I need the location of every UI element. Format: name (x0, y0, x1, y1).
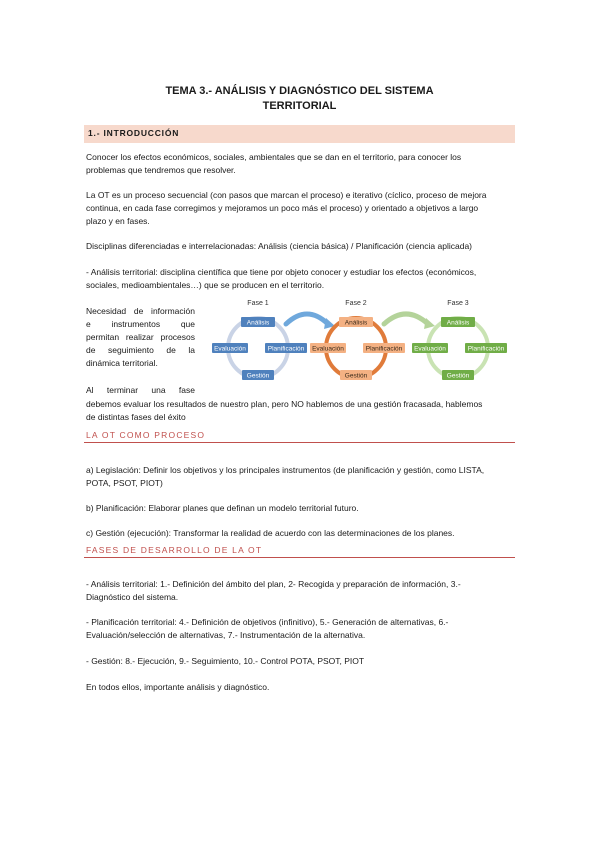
paragraph-line: - Análisis territorial: 1.- Definición del ámbito del plan, 2- Recogida y preparación de información, 3.- (86, 579, 461, 589)
paragraph-line: de distintas fases del éxito (86, 412, 186, 422)
node-label-planificacion: Planificación (365, 345, 403, 353)
section-heading-band (84, 125, 515, 143)
page-title-line1: TEMA 3.- ANÁLISIS Y DIAGNÓSTICO DEL SISTEMA (165, 85, 434, 97)
section-divider (84, 442, 515, 443)
side-text-line: Al terminar una fase (86, 385, 195, 395)
node-label-gestion: Gestión (344, 372, 368, 380)
paragraph-line: plazo y en fases. (86, 216, 150, 226)
paragraph-line: - Análisis territorial: disciplina científica que tiene por objeto conocer y estudiar los efectos (económicos, (86, 267, 477, 277)
phase-cycle-2 (310, 300, 405, 380)
phase-connector-arrow (286, 314, 328, 324)
list-item: POTA, PSOT, PIOT) (86, 478, 163, 488)
side-text-line: dinámica territorial. (86, 358, 158, 368)
side-text-line: e instrumentos que (86, 319, 195, 329)
side-text-line: permitan realizar procesos (86, 332, 195, 342)
phase-label: Fase 3 (447, 300, 469, 307)
list-item: c) Gestión (ejecución): Transformar la realidad de acuerdo con las determinaciones de los planes. (86, 528, 455, 538)
paragraph-line: problemas que tendremos que resolver. (86, 165, 236, 175)
paragraph-line: En todos ellos, importante análisis y diagnóstico. (86, 682, 270, 692)
paragraph-line: - Planificación territorial: 4.- Definición de objetivos (infinitivo), 5.- Generación de alternativas, 6.- (86, 617, 449, 627)
paragraph-line: Disciplinas diferenciadas e interrelacionadas: Análisis (ciencia básica) / Planificación (ciencia aplicada) (86, 241, 472, 251)
list-item: b) Planificación: Elaborar planes que definan un modelo territorial futuro. (86, 503, 359, 513)
phase-connector-arrow (384, 314, 428, 324)
paragraph-line: sociales, medioambientales…) que se producen en el territorio. (86, 280, 325, 290)
node-label-gestion: Gestión (446, 372, 470, 380)
paragraph-line: continua, en cada fase corregimos y mejoramos un poco más el proceso) y orientado a objetivos a largo (86, 203, 479, 213)
paragraph-line: Diagnóstico del sistema. (86, 592, 179, 602)
node-label-analisis: Análisis (246, 319, 270, 327)
side-text-line: de seguimiento de la (86, 345, 195, 355)
node-label-analisis: Análisis (446, 319, 470, 327)
node-label-evaluacion: Evaluación (312, 345, 344, 353)
node-label-planificacion: Planificación (467, 345, 505, 353)
paragraph-line: debemos evaluar los resultados de nuestro plan, pero NO hablemos de una gestión fracasada, hablemos (86, 399, 483, 409)
phase-cycle-3 (412, 300, 507, 380)
page-title-line2: TERRITORIAL (262, 100, 337, 112)
node-label-gestion: Gestión (246, 372, 270, 380)
section-heading-ot-proceso: LA OT COMO PROCESO (86, 430, 206, 440)
paragraph-line: - Gestión: 8.- Ejecución, 9.- Seguimiento, 10.- Control POTA, PSOT, PIOT (86, 656, 365, 666)
node-label-evaluacion: Evaluación (414, 345, 446, 353)
paragraph-line: Conocer los efectos económicos, sociales, ambientales que se dan en el territorio, para conocer los (86, 152, 462, 162)
node-label-evaluacion: Evaluación (214, 345, 246, 353)
list-item: a) Legislación: Definir los objetivos y los principales instrumentos (de planificación y gestión, como LISTA, (86, 465, 485, 475)
node-label-planificacion: Planificación (267, 345, 305, 353)
section-heading-introduccion: 1.- INTRODUCCIÓN (88, 128, 180, 138)
section-heading-fases: FASES DE DESARROLLO DE LA OT (86, 545, 263, 555)
phase-label: Fase 2 (345, 300, 367, 307)
paragraph-line: La OT es un proceso secuencial (con pasos que marcan el proceso) e iterativo (cíclico, proceso de mejora (86, 190, 487, 200)
phase-label: Fase 1 (247, 300, 269, 307)
node-label-analisis: Análisis (344, 319, 368, 327)
phase-cycle-diagram (200, 296, 505, 388)
section-divider (84, 557, 515, 558)
phase-cycle-1 (212, 300, 307, 380)
paragraph-line: Evaluación/selección de alternativas, 7.- Instrumentación de la alternativa. (86, 630, 366, 640)
side-text-line: Necesidad de información (86, 306, 195, 316)
